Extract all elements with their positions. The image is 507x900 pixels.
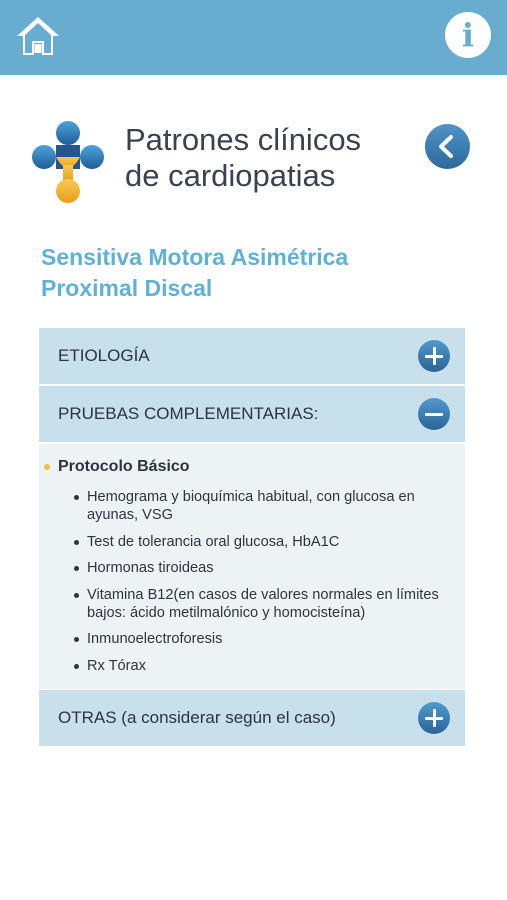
info-icon: i: [461, 16, 475, 54]
list-item: [87, 630, 457, 648]
expand-button[interactable]: [418, 702, 450, 734]
accordion-etiologia[interactable]: [39, 328, 465, 384]
accordion-otras[interactable]: [39, 690, 465, 746]
info-button[interactable]: [445, 12, 491, 58]
app-title: [125, 122, 415, 194]
list-item-text: Hormonas tiroideas: [87, 560, 214, 576]
accordion-label: OTRAS (a considerar según el caso): [58, 708, 336, 727]
bullet-icon: [74, 566, 79, 571]
plus-icon-bar: [433, 347, 436, 365]
list-item-text: Test de tolerancia oral glucosa, HbA1C: [87, 533, 340, 550]
list-item: [87, 657, 457, 675]
accordion-pruebas-complementarias[interactable]: [39, 386, 465, 442]
list-item-text: Inmunoelectroforesis: [87, 631, 223, 647]
protocol-heading: [58, 458, 190, 476]
list-item: [87, 559, 457, 577]
bullet-icon: [74, 664, 79, 669]
section-title-line-2: Proximal Discal: [41, 275, 213, 301]
home-button[interactable]: [16, 14, 60, 58]
bullet-icon: [74, 593, 79, 598]
accordion-label: ETIOLOGÍA: [58, 346, 150, 365]
accordion-header[interactable]: [39, 328, 465, 384]
app-logo: [32, 121, 104, 203]
protocol-heading-text: Protocolo Básico: [58, 458, 190, 475]
home-icon: [16, 14, 60, 58]
bullet-icon: [74, 495, 79, 500]
list-item-text: Vitamina B12(en casos de valores normales en límites bajos: ácido metilmalónico y homocisteína): [87, 586, 439, 621]
list-item-text: Rx Tórax: [87, 657, 146, 674]
accordion-header[interactable]: [39, 690, 465, 746]
accordion-content: [39, 444, 465, 689]
list-item: [87, 488, 457, 524]
list-item-text: Hemograma y bioquímica habitual, con glucosa en ayunas, VSG: [87, 489, 415, 523]
plus-icon-bar: [433, 709, 436, 727]
expand-button[interactable]: [418, 340, 450, 372]
accordion-label: PRUEBAS COMPLEMENTARIAS:: [58, 404, 319, 423]
collapse-button[interactable]: [418, 398, 450, 430]
section-title-line-1: Sensitiva Motora Asimétrica: [41, 244, 349, 270]
section-title: [41, 242, 461, 304]
test-list: [87, 488, 457, 683]
app-title-line-1: Patrones clínicos: [125, 122, 362, 157]
accordion-header[interactable]: [39, 386, 465, 442]
minus-icon: [425, 413, 443, 416]
back-button[interactable]: [425, 124, 470, 169]
list-item: [87, 586, 457, 622]
bullet-icon: [74, 637, 79, 642]
chevron-left-icon: [425, 124, 470, 169]
bullet-icon: [44, 464, 50, 470]
bullet-icon: [74, 540, 79, 545]
app-title-line-2: de cardiopatias: [125, 158, 336, 193]
list-item: [87, 533, 457, 551]
top-bar: [0, 0, 507, 75]
